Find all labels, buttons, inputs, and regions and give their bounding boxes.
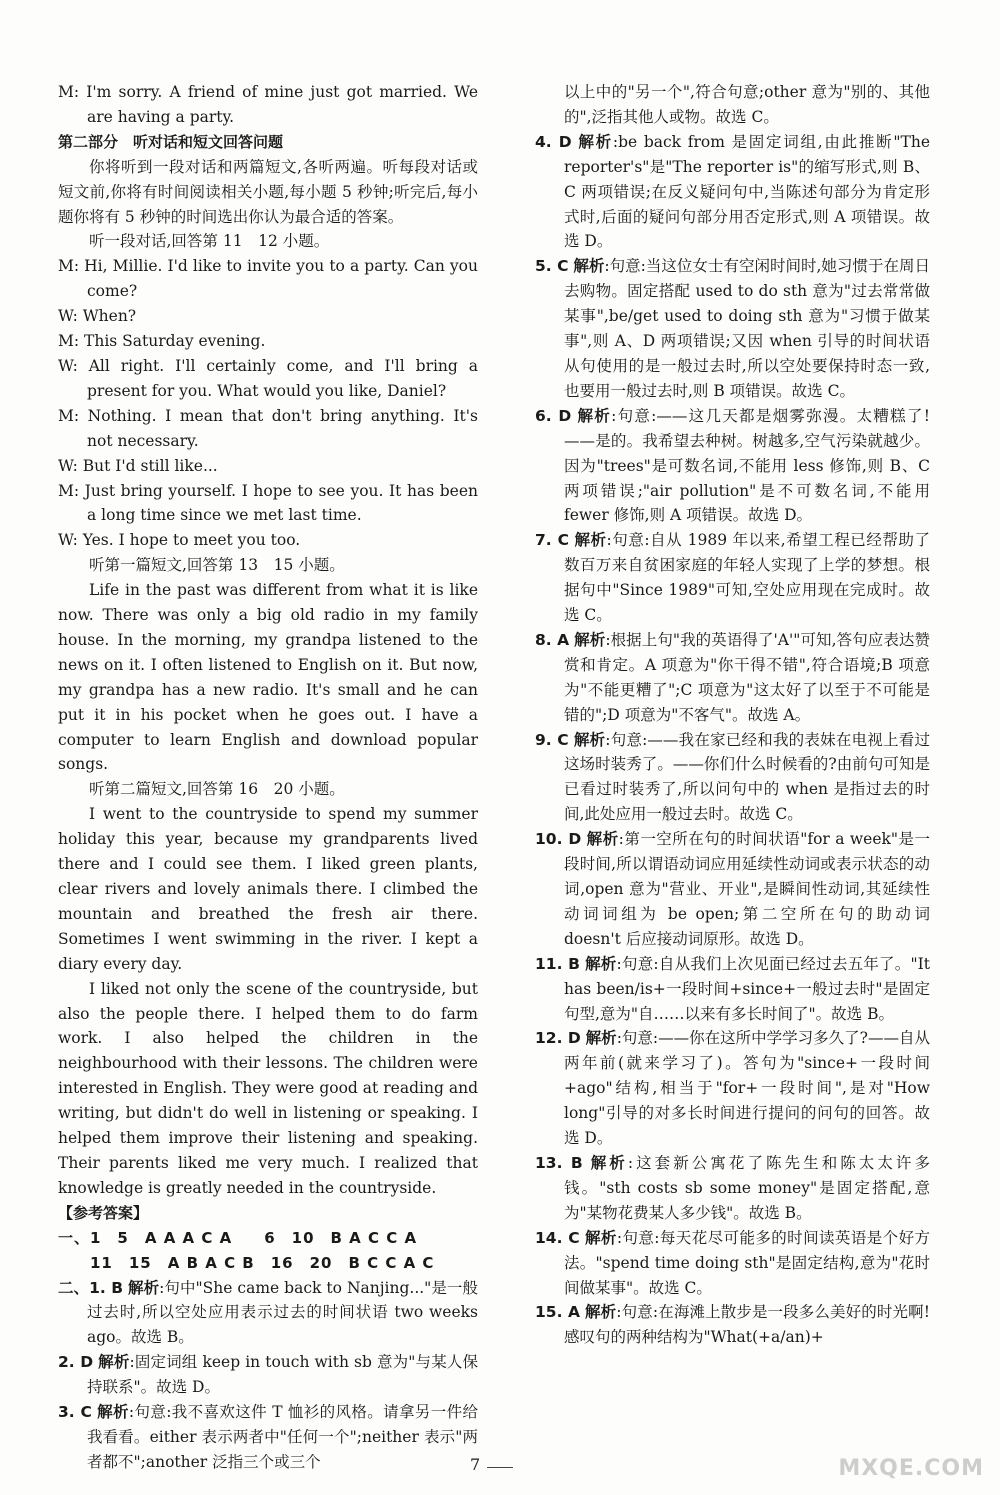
item-number: 8. A bbox=[535, 630, 570, 649]
analysis-text: :这套新公寓花了陈先生和陈太太许多钱。"sth costs sb some money"是固定搭配,意为"某物花费某人多少钱"。故选 B。 bbox=[564, 1153, 930, 1222]
item-number: 4. D bbox=[535, 132, 572, 151]
text-paragraph: M: I'm sorry. A friend of mine just got married. We are having a party. bbox=[58, 83, 478, 126]
analysis-text: :句意:自从 1989 年以来,希望工程已经帮助了数百万来自贫困家庭的年轻人实现了上学的梦想。根据句中"Since 1989"可知,空处应用现在完成时。故选 C。 bbox=[564, 531, 930, 625]
analysis-text: :句意:——你在这所中学学习多久了?——自从两年前(就来学习了)。答句为"since+一段时间+ago"结构,相当于"for+一段时间",是对"How long"引导的对多长时间进行提问的问句的回答。故选 D。 bbox=[564, 1029, 930, 1148]
analysis-text: :句意:当这位女士有空闲时间时,她习惯于在周日去购物。固定搭配 used to do sth 意为"过去常常做某事",be/get used to doing sth 意为"习惯于做某事",则 A、D 两项错误;又因 when 引导的时间状语从句使用的是一般过去时,所以空处要保持时态一致,也要用一般过去时,则 B 项错误。故选 C。 bbox=[564, 257, 930, 400]
analysis-label: 解析 bbox=[98, 1353, 130, 1372]
answer-item bbox=[535, 827, 930, 952]
analysis-label: 解析 bbox=[585, 1303, 617, 1322]
continued-text: 以上中的"另一个",符合句意;other 意为"别的、其他的",泛指其他人或物。故选 C。 bbox=[564, 83, 930, 126]
text-paragraph: I went to the countryside to spend my summer holiday this year, because my grandparents lived there and I could see them. I liked green plants, clear rivers and lovely animals there. I climbed the mountain and breathed the fresh air there. Sometimes I went swimming in the river. I kept a diary every day. bbox=[58, 805, 478, 973]
analysis-label: 解析 bbox=[97, 1403, 129, 1422]
analysis-text: :句意:每天花尽可能多的时间读英语是个好方法。"spend time doing sth"是固定结构,意为"花时间做某事"。故选 C。 bbox=[564, 1228, 930, 1297]
text-paragraph: W: But I'd still like... bbox=[58, 456, 218, 475]
analysis-label: 解析 bbox=[128, 1278, 160, 1297]
answer-item bbox=[535, 1226, 930, 1301]
text-paragraph: W: Yes. I hope to meet you too. bbox=[58, 531, 301, 550]
page-number: 7 bbox=[470, 1455, 481, 1474]
text-paragraph: W: When? bbox=[58, 307, 137, 326]
item-number: 12. D bbox=[535, 1029, 581, 1048]
answer-item bbox=[535, 1151, 930, 1226]
answer-key-row: 一、1 5 A A A C A 6 10 B A C C A bbox=[58, 1228, 418, 1247]
analysis-label: 解析 bbox=[574, 531, 607, 550]
item-number: 9. C bbox=[535, 730, 569, 749]
item-number: 10. D bbox=[535, 830, 582, 849]
analysis-text: :句中"She came back to Nanjing..."是一般过去时,所以空处应用表示过去的时间状语 two weeks ago。故选 B。 bbox=[87, 1278, 478, 1347]
item-number: 13. B bbox=[535, 1153, 583, 1172]
text-paragraph: 听第二篇短文,回答第 16 20 小题。 bbox=[89, 780, 345, 799]
item-number: 二、1. B bbox=[58, 1278, 124, 1297]
item-number: 11. B bbox=[535, 954, 580, 973]
answer-item bbox=[58, 1400, 481, 1475]
item-number: 7. C bbox=[535, 531, 569, 550]
analysis-label: 解析 bbox=[574, 630, 606, 649]
analysis-text: :根据上句"我的英语得了'A'"可知,答句应表达赞赏和肯定。A 项意为"你干得不错",符合语境;B 项意为"不能更糟了";C 项意为"这太好了以至于不可能是错的";D 项意为"不客气"。故选 A。 bbox=[564, 630, 930, 724]
answer-item bbox=[535, 130, 930, 255]
watermark-logo bbox=[835, 1415, 990, 1485]
text-paragraph: Life in the past was different from what it is like now. There was only a big old radio in my family house. In the morning, my grandpa listened to the news on it. I often listened to English on it. But now, my grandpa has a new radio. It's small and he can put it in his pocket when he goes out. I have a computer to learn English and download popular songs. bbox=[58, 581, 478, 774]
analysis-text: :句意:——我在家已经和我的表妹在电视上看过这场时装秀了。——你们什么时候看的?由前句可知是已看过时装秀了,所以问句中的 when 是指过去的时间,此处应用一般过去时。故选 C。 bbox=[564, 730, 930, 824]
analysis-text: :第一空所在句的时间状语"for a week"是一段时间,所以谓语动词应用延续性动词或表示状态的动词,open 意为"营业、开业",是瞬间性动词,其延续性动词词组为 be open;第二空所在句的助动词 doesn't 后应接动词原形。故选 D。 bbox=[564, 830, 930, 948]
analysis-text: :句意:自从我们上次见面已经过去五年了。"It has been/is+一段时间+since+一般过去时"是固定句型,意为"自……以来有多长时间了"。故选 B。 bbox=[564, 954, 930, 1023]
item-number: 14. C bbox=[535, 1228, 580, 1247]
answer-item bbox=[535, 254, 930, 403]
analysis-label: 解析 bbox=[577, 406, 612, 425]
analysis-label: 解析 bbox=[573, 730, 606, 749]
text-paragraph: M: Just bring yourself. I hope to see you. It has been a long time since we met last time. bbox=[58, 481, 478, 525]
item-number: 2. D bbox=[58, 1353, 94, 1372]
section-heading: 【参考答案】 bbox=[58, 1203, 149, 1222]
analysis-text: :句意:我不喜欢这件 T 恤衫的风格。请拿另一件给我看看。either 表示两者中"任何一个";neither 表示"两者都不";another 泛指三个或三个 bbox=[87, 1403, 478, 1471]
analysis-label: 解析 bbox=[590, 1153, 628, 1172]
item-number: 5. C bbox=[535, 257, 569, 276]
text-paragraph: W: All right. I'll certainly come, and I'll bring a present for you. What would you like, Daniel? bbox=[58, 356, 478, 400]
answer-item bbox=[535, 404, 930, 529]
right-column bbox=[535, 80, 930, 1350]
page-number-rule bbox=[487, 1467, 513, 1468]
text-paragraph: 你将听到一段对话和两篇短文,各听两遍。听每段对话或短文前,你将有时间阅读相关小题,每小题 5 秒钟;听完后,每小题你将有 5 秒钟的时间选出你认为最合适的答案。 bbox=[58, 157, 478, 226]
answer-item bbox=[58, 1350, 478, 1400]
text-paragraph: 听第一篇短文,回答第 13 15 小题。 bbox=[89, 556, 345, 575]
analysis-text: :句意:——这几天都是烟雾弥漫。太糟糕了!——是的。我希望去种树。树越多,空气污染就越少。因为"trees"是可数名词,不能用 less 修饰,则 B、C 两项错误;"air pollution"是不可数名词,不能用 fewer 修饰,则 A 项错误。故选 D。 bbox=[564, 406, 930, 525]
text-paragraph: 听一段对话,回答第 11 12 小题。 bbox=[89, 232, 330, 251]
analysis-label: 解析 bbox=[578, 132, 613, 151]
answer-item bbox=[535, 1300, 930, 1350]
section-heading: 第二部分 听对话和短文回答问题 bbox=[58, 132, 284, 151]
item-number: 3. C bbox=[58, 1403, 92, 1422]
text-paragraph: I liked not only the scene of the countryside, but also the people there. I helped them to do farm work. I also helped the children in the neighbourhood with their lessons. The children were interested in English. They were good at reading and writing, but didn't do well in listening or speaking. I helped them improve their listening and speaking. Their parents liked me very much. I realized that knowledge is greatly needed in the countryside. bbox=[58, 979, 478, 1197]
answer-item bbox=[535, 728, 930, 828]
analysis-text: :句意:在海滩上散步是一段多么美好的时光啊!感叹句的两种结构为"What(+a/an)+ bbox=[564, 1303, 930, 1347]
answer-item bbox=[535, 628, 930, 728]
left-column bbox=[58, 80, 481, 1475]
item-number: 15. A bbox=[535, 1303, 580, 1322]
answer-item bbox=[535, 528, 930, 628]
answer-key-row: 11 15 A B A C B 16 20 B C C A C bbox=[58, 1253, 435, 1272]
analysis-text: :固定词组 keep in touch with sb 意为"与某人保持联系"。故选 D。 bbox=[87, 1353, 478, 1397]
analysis-label: 解析 bbox=[585, 1029, 617, 1048]
answer-item bbox=[58, 1276, 478, 1351]
analysis-label: 解析 bbox=[585, 954, 617, 973]
analysis-label: 解析 bbox=[586, 830, 619, 849]
analysis-label: 解析 bbox=[584, 1228, 617, 1247]
watermark-text: MXQE.COM bbox=[838, 1456, 984, 1481]
text-paragraph: M: This Saturday evening. bbox=[58, 332, 266, 351]
analysis-label: 解析 bbox=[573, 257, 605, 276]
text-paragraph: M: Nothing. I mean that don't bring anything. It's not necessary. bbox=[58, 406, 478, 450]
answer-item bbox=[535, 1026, 930, 1151]
item-number: 6. D bbox=[535, 406, 572, 425]
answer-item bbox=[535, 952, 930, 1027]
text-paragraph: M: Hi, Millie. I'd like to invite you to a party. Can you come? bbox=[58, 257, 478, 301]
analysis-text: :be back from 是固定词组,由此推断"The reporter's"是"The reporter is"的缩写形式,则 B、C 两项错误;在反义疑问句中,当陈述句部分为肯定形式时,后面的疑问句部分用否定形式,则 A 项错误。故选 D。 bbox=[564, 132, 930, 251]
